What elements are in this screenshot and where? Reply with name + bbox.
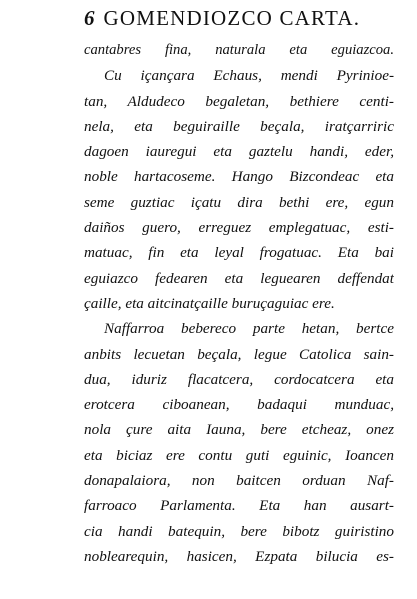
text-line: seme guztiac içatu dira bethi ere, egun xyxy=(84,193,394,211)
page-header xyxy=(84,6,414,36)
page-number: 6 xyxy=(84,6,95,30)
text-line: dagoen iauregui eta gaztelu handi, eder, xyxy=(84,143,394,161)
text-line: Naffarroa bebereco parte hetan, bertce xyxy=(104,320,394,338)
text-line: eta biciaz ere contu guti eguinic, Ioancen xyxy=(84,446,394,464)
text-line: nola çure aita Iauna, bere etcheaz, onez xyxy=(84,421,394,439)
running-title: GOMENDIOZCO CARTA. xyxy=(103,6,361,30)
text-line: erotcera ciboanean, badaqui munduac, xyxy=(84,396,394,414)
text-line: farroaco Parlamenta. Eta han ausart- xyxy=(84,497,394,515)
text-line: cantabres fina, naturala eta eguiazcoa. xyxy=(84,42,394,58)
text-line: tan, Aldudeco begaletan, bethiere centi- xyxy=(84,92,394,110)
text-line: anbits lecuetan beçala, legue Catolica sain- xyxy=(84,345,394,363)
text-line: matuac, fin eta leyal frogatuac. Eta bai xyxy=(84,244,394,262)
text-line: Cu içançara Echaus, mendi Pyrinioe- xyxy=(104,67,394,85)
text-line: eguiazco fedearen eta leguearen deffendat xyxy=(84,269,394,287)
text-line: noble hartacoseme. Hango Bizcondeac eta xyxy=(84,168,394,186)
text-line: noblearequin, hasicen, Ezpata bilucia es- xyxy=(84,547,394,565)
body-text xyxy=(84,38,394,569)
text-line: dua, iduriz flacatcera, cordocatcera eta xyxy=(84,370,394,388)
text-line: daiños guero, erreguez emplegatuac, esti- xyxy=(84,219,394,237)
text-line: cia handi batequin, bere bibotz guiristino xyxy=(84,522,394,540)
text-line: donapalaiora, non baitcen orduan Naf- xyxy=(84,472,394,490)
text-line: nela, eta beguiraille beçala, iratçarriric xyxy=(84,117,394,135)
text-line: çaille, eta aitcinatçaille buruçaguiac ere. xyxy=(84,294,335,312)
